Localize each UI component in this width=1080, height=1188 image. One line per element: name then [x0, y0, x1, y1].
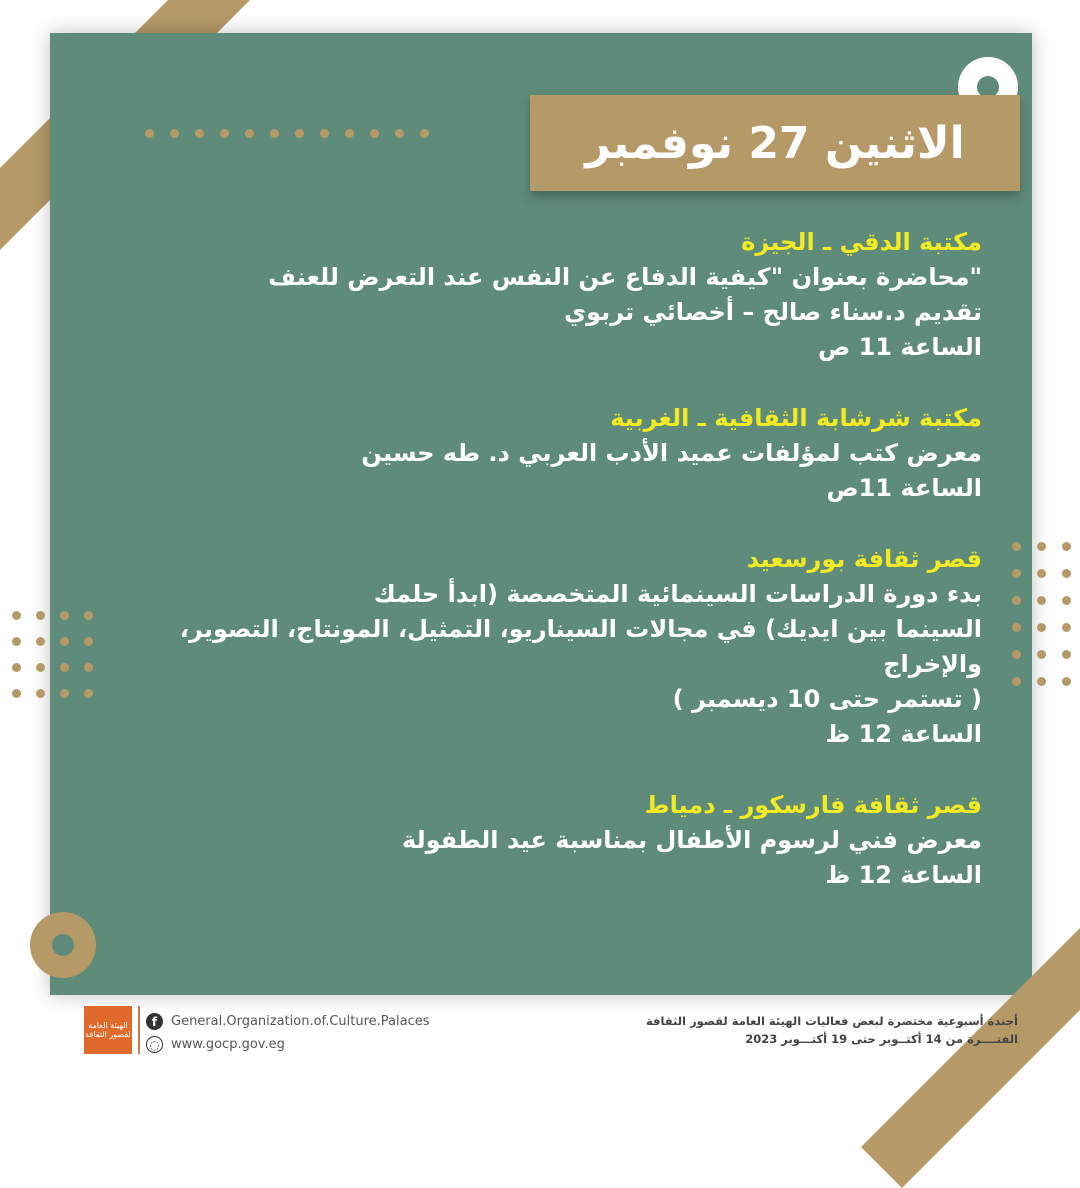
event-venue: قصر ثقافة فارسكور ـ دمياط	[644, 791, 982, 819]
agenda-period: الفتــــرة من 14 أكتــوبر حتى 19 أكتـــوبر 2023	[745, 1032, 1018, 1046]
gocp-logo	[84, 1006, 132, 1054]
event-item	[82, 787, 982, 893]
event-line: معرض كتب لمؤلفات عميد الأدب العربي د. طه حسين	[361, 439, 982, 467]
events-list	[82, 224, 982, 928]
globe-icon: ◌	[146, 1036, 163, 1053]
logo-text: الهيئة العامة لقصور الثقافة	[85, 1021, 131, 1039]
event-venue: مكتبة شرشابة الثقافية ـ الغربية	[610, 404, 982, 432]
event-venue: مكتبة الدقي ـ الجيزة	[741, 228, 982, 256]
facebook-icon: f	[146, 1013, 163, 1030]
event-time: الساعة 11 ص	[817, 333, 982, 361]
event-line: ( تستمر حتى 10 ديسمبر )	[672, 685, 982, 713]
footer-info	[646, 1012, 1018, 1048]
footer-divider	[138, 1006, 140, 1054]
event-line: معرض فني لرسوم الأطفال بمناسبة عيد الطفولة	[402, 826, 982, 854]
event-item	[82, 541, 982, 752]
event-line: تقديم د.سناء صالح – أخصائي تربوي	[564, 298, 982, 326]
decorative-dots-top	[145, 129, 429, 138]
website-link[interactable]	[146, 1036, 285, 1053]
event-venue: قصر ثقافة بورسعيد	[746, 545, 982, 573]
date-title: الاثنين 27 نوفمبر	[585, 117, 965, 169]
facebook-handle: General.Organization.of.Culture.Palaces	[171, 1014, 430, 1029]
event-line: السينما بين ايديك) في مجالات السيناريو، التمثيل، المونتاج، التصوير، والإخراج	[179, 615, 982, 678]
event-line: "محاضرة بعنوان "كيفية الدفاع عن النفس عند التعرض للعنف	[268, 263, 982, 291]
website-url: www.gocp.gov.eg	[171, 1037, 285, 1052]
event-line: بدء دورة الدراسات السينمائية المتخصصة (ابدأ حلمك	[373, 580, 982, 608]
decorative-dots-right	[1012, 542, 1071, 686]
event-time: الساعة 11ص	[826, 474, 982, 502]
event-item	[82, 400, 982, 506]
event-item	[82, 224, 982, 365]
agenda-title: أجندة أسبوعية مختصرة لبعض فعاليات الهيئة العامة لقصور الثقافة	[645, 1014, 1018, 1028]
event-time: الساعة 12 ظ	[825, 861, 982, 889]
decorative-dots-left	[12, 611, 93, 698]
facebook-link[interactable]	[146, 1013, 430, 1030]
event-time: الساعة 12 ظ	[825, 720, 982, 748]
date-banner	[530, 95, 1020, 191]
